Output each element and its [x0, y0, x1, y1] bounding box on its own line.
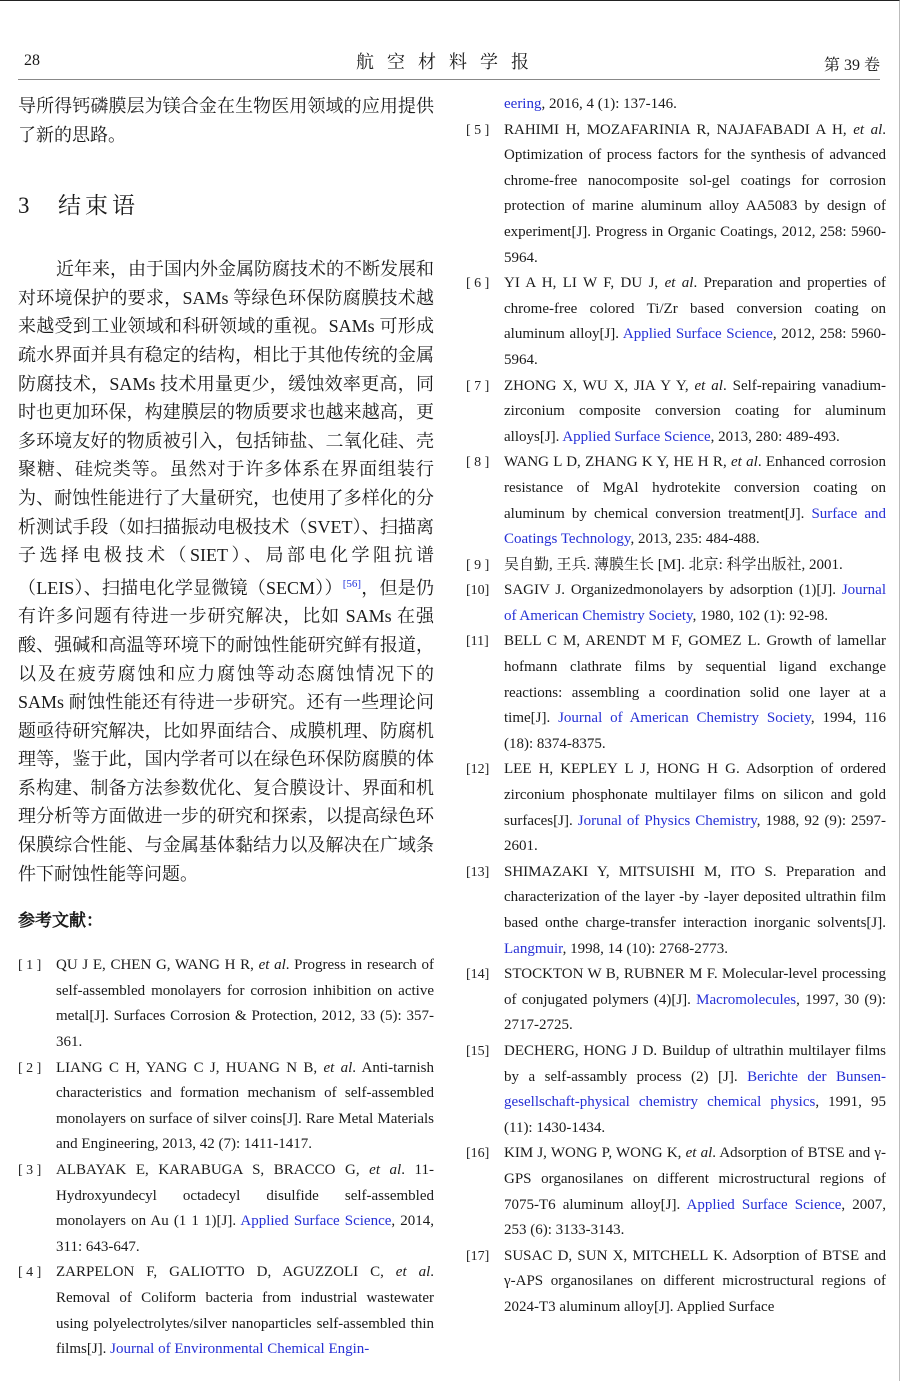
reference-text: [504, 757, 886, 859]
et-al: et al: [395, 1264, 431, 1281]
reference-details: , 1994, 116 (18): 8374-8375.: [504, 710, 886, 752]
reference-authors: ZARPELON F, GALIOTTO D, AGUZZOLI C,: [56, 1264, 396, 1281]
journal-link[interactable]: Surface and Coatings Technology: [504, 505, 886, 548]
reference-authors: YI A H, LI W F, DU J,: [504, 275, 665, 292]
reference-authors: LIANG C H, YANG C J, HUANG N B,: [56, 1059, 324, 1076]
section-number: 3: [18, 193, 30, 219]
reference-authors: BELL C M, ARENDT M F, GOMEZ L. Growth of lamellar hofmann clathrate films by sequential ligand exchange reactions: assembling a coordination solid one layer at a time[J].: [504, 633, 886, 727]
reference-4-continuation: eering, 2016, 4 (1): 137-146.: [504, 96, 677, 112]
et-al: et al: [853, 121, 883, 138]
reference-text: [56, 1260, 434, 1362]
reference-details: , 2014, 311: 643-647.: [56, 1213, 434, 1255]
reference-title: . Optimization of process factors for the synthesis of advanced chrome-free nanocomposite sol-gel coatings for corrosion protection of marine aluminum alloy AA5083 by design of experiment[J]. Progress in Organic Coatings, 2012, 258: 5960-5964.: [504, 121, 886, 266]
reference-text: [56, 1158, 434, 1260]
reference-item: [466, 1039, 886, 1141]
reference-title: . Enhanced corrosion resistance of MgAl hydrotekite conversion coating on aluminum by chemical conversion treatment[J].: [504, 454, 886, 522]
reference-title: . 11-Hydroxyundecyl octadecyl disulfide self-assembled monolayers on Au (1 1 1)[J].: [56, 1162, 434, 1230]
reference-item: [18, 1158, 434, 1260]
et-al: et al: [258, 957, 286, 974]
reference-authors: ZHONG X, WU X, JIA Y Y,: [504, 377, 695, 394]
reference-details: , 2007, 253 (6): 3133-3143.: [504, 1196, 887, 1239]
reference-number: [14]: [466, 967, 490, 983]
page-number: 28: [24, 52, 40, 69]
reference-number: [ 9 ]: [466, 557, 490, 573]
left-column: [18, 92, 434, 1363]
reference-authors: SHIMAZAKI Y, MITSUISHI M, ITO S. Preparation and characterization of the layer -by -layer deposited ultrathin film based onthe charge-transfer interaction inorganic solvents[J].: [504, 863, 886, 931]
section-heading: [18, 191, 434, 221]
journal-link[interactable]: Journal of American Chemistry Society: [504, 582, 886, 624]
reference-number: [16]: [466, 1146, 490, 1162]
reference-details: , 2013, 280: 489-493.: [710, 428, 840, 445]
reference-item: [18, 1260, 434, 1362]
reference-authors: SAGIV J. Organizedmonolayers by adsorption (1)[J].: [504, 582, 842, 599]
reference-item: [466, 629, 886, 757]
reference-authors: ALBAYAK E, KARABUGA S, BRACCO G,: [56, 1162, 370, 1178]
intro-paragraph: 导所得钙磷膜层为镁合金在生物医用领域的应用提供了新的思路。: [18, 96, 434, 145]
reference-number: [17]: [466, 1248, 490, 1264]
reference-number: [11]: [466, 634, 489, 650]
journal-link[interactable]: eering: [504, 96, 542, 112]
journal-link[interactable]: Applied Surface Science: [240, 1213, 392, 1230]
reference-title: . Anti-tarnish characteristics and formation mechanism of self-assembled monolayers on surface of silver coins[J]. Rare Metal Materials and Engineering, 2013, 42 (7): 1411-1417.: [56, 1059, 434, 1153]
reference-number: [ 2 ]: [18, 1060, 42, 1076]
reference-authors: 吴自勤, 王兵. 薄膜生长 [M]. 北京: 科学出版社, 2001.: [504, 556, 843, 573]
reference-authors: QU J E, CHEN G, WANG H R,: [56, 957, 259, 974]
reference-number: [ 8 ]: [466, 455, 490, 471]
reference-text: [504, 962, 886, 1039]
reference-item: [18, 1056, 434, 1158]
reference-title: . Adsorption of BTSE and γ-GPS organosilanes on different microstructural regions of 7075-T6 aluminum alloy[J].: [504, 1145, 886, 1213]
reference-item: [466, 271, 886, 373]
reference-number: [ 4 ]: [18, 1265, 42, 1281]
journal-title: 航空材料学报: [356, 52, 542, 72]
conclusion-text-part2: ，但是仍有许多问题有待进一步研究解决，比如 SAMs 在强酸、强碱和高温等环境下的耐蚀性能研究鲜有报道，以及在疲劳腐蚀和应力腐蚀等动态腐蚀情况下的 SAMs 耐蚀性能还有待进一步研究。还有一些理论问题亟待研究解决，比如界面结合、成膜机理、防腐机理等，鉴于此，国内学者可以在绿色环保防腐膜的体系构建、制备方法参数优化、复合膜设计、界面和机理分析等方面做进一步的研究和探索，以提高绿色环保膜综合性能、与金属基体黏结力以及解决在广域条件下耐蚀性能等问题。: [18, 577, 435, 884]
reference-authors: RAHIMI H, MOZAFARINIA R, NAJAFABADI A H,: [504, 121, 854, 138]
reference-text: [56, 1056, 434, 1158]
et-al: et al: [685, 1145, 713, 1162]
et-al: et al: [369, 1162, 402, 1178]
reference-details: , 1997, 30 (9): 2717-2725.: [504, 991, 886, 1034]
reference-number: [ 7 ]: [466, 378, 490, 394]
reference-text: [56, 953, 434, 1055]
reference-item: [466, 757, 886, 859]
reference-number: [ 5 ]: [466, 122, 490, 138]
journal-link[interactable]: Jorunal of Physics Chemistry: [577, 812, 757, 829]
et-al: et al: [323, 1059, 353, 1076]
et-al: et al: [664, 275, 694, 292]
reference-item: [466, 1141, 886, 1243]
reference-details: , 2013, 235: 484-488.: [630, 531, 760, 548]
reference-number: [13]: [466, 864, 490, 880]
reference-number: [ 1 ]: [18, 958, 42, 974]
journal-link[interactable]: Applied Surface Science: [562, 428, 711, 445]
reference-text: [504, 374, 886, 451]
reference-title: . Progress in research of self-assembled monolayers for corrosion inhibition on active metal[J]. Surfaces Corrosion & Protection, 2012, 33 (5): 357-361.: [56, 957, 434, 1051]
reference-authors: KIM J, WONG P, WONG K,: [504, 1145, 686, 1162]
reference-item: [466, 860, 886, 962]
reference-text: [504, 118, 886, 272]
reference-details: , 2012, 258: 5960-5964.: [504, 326, 886, 368]
reference-title: . Removal of Coliform bacteria from industrial wastewater using polyelectrolytes/silver nanoparticles self-assembled thin films[J].: [56, 1264, 434, 1358]
reference-text: [504, 1141, 886, 1243]
reference-item: [466, 578, 886, 629]
journal-link[interactable]: Journal of American Chemistry Society: [558, 710, 811, 727]
reference-item: [466, 450, 886, 552]
reference-title: . Self-repairing vanadium-zirconium composite conversion coating for aluminum alloys[J].: [504, 377, 886, 445]
conclusion-text-part1: 近年来，由于国内外金属防腐技术的不断发展和对环境保护的要求，SAMs 等绿色环保防腐膜技术越来越受到工业领域和科研领域的重视。SAMs 可形成疏水界面并具有稳定的结构，相比于其他传统的金属防腐技术，SAMs 技术用量更少，缓蚀效率更高，同时也更加环保，构建膜层的物质要求也越来越高，更多环境友好的物质被引入，包括铈盐、二氧化硅、壳聚糖、硅烷类等。虽然对于许多体系在界面组装行为、耐蚀性能进行了大量研究，也使用了多样化的分析测试手段（如扫描振动电极技术（SVET）、扫描离子选择电极技术（SIET）、局部电化学阻抗谱（LEIS）、扫描电化学显微镜（SECM））: [18, 259, 434, 598]
reference-text: [504, 553, 886, 579]
reference-title: . Preparation and properties of chrome-free colored Ti/Zr based conversion coating on aluminum alloy[J].: [504, 275, 886, 343]
reference-text: [504, 1244, 886, 1321]
reference-authors: WANG L D, ZHANG K Y, HE H R,: [504, 454, 732, 471]
reference-item: [18, 953, 434, 1055]
reference-number: [12]: [466, 762, 490, 778]
reference-item: [466, 374, 886, 451]
reference-number: [ 3 ]: [18, 1163, 42, 1178]
header-rule: [18, 79, 880, 80]
running-header: [18, 48, 880, 74]
reference-item: [466, 962, 886, 1039]
reference-text: [504, 450, 886, 552]
reference-details: , 1988, 92 (9): 2597-2601.: [504, 812, 886, 855]
reference-details: , 1980, 102 (1): 92-98.: [692, 607, 828, 624]
volume-label: 第 39 卷: [823, 57, 880, 74]
journal-link[interactable]: Berichte der Bunsen-gesellschaft-physical chemistry chemical physics: [504, 1068, 886, 1111]
journal-link[interactable]: Journal of Environmental Chemical Engin-: [110, 1341, 370, 1358]
reference-details: , 1991, 95 (11): 1430-1434.: [504, 1094, 886, 1136]
journal-link[interactable]: Applied Surface Science: [686, 1196, 842, 1213]
reference-authors: SUSAC D, SUN X, MITCHELL K. Adsorption of BTSE and γ-APS organosilanes on different microstructural regions of 2024-T3 aluminum alloy[J]. Applied Surface: [504, 1247, 886, 1315]
reference-authors: LEE H, KEPLEY L J, HONG H G. Adsorption of ordered zirconium phosphonate multilayer films on silicon and gold surfaces[J].: [504, 761, 886, 829]
reference-list-left: [18, 953, 434, 1363]
et-al: et al: [694, 377, 723, 394]
reference-item: [466, 1244, 886, 1321]
reference-number: [10]: [466, 583, 490, 599]
right-column: [466, 92, 886, 1321]
reference-list-right: [466, 118, 886, 1321]
reference-authors: STOCKTON W B, RUBNER M F. Molecular-level processing of conjugated polymers (4)[J].: [504, 966, 886, 1008]
citation-link[interactable]: [56]: [342, 577, 362, 590]
reference-text: [504, 860, 886, 962]
reference-item: [466, 118, 886, 272]
reference-number: [15]: [466, 1043, 490, 1059]
reference-details: , 1998, 14 (10): 2768-2773.: [562, 940, 728, 957]
reference-text: [504, 629, 886, 757]
journal-link[interactable]: Applied Surface Science: [622, 326, 773, 343]
journal-link[interactable]: Langmuir: [504, 940, 563, 957]
et-al: et al: [731, 454, 758, 471]
reference-text: [504, 1039, 886, 1141]
references-heading: 参考文献：: [18, 911, 103, 932]
reference-item: [466, 553, 886, 579]
reference-number: [ 6 ]: [466, 276, 490, 292]
reference-text: [504, 578, 886, 629]
section-title: 结束语: [58, 193, 139, 219]
reference-text: [504, 271, 886, 373]
reference-authors: DECHERG, HONG J D. Buildup of ultrathin multilayer films by a self-assambly process (2) [J].: [504, 1042, 886, 1085]
journal-link[interactable]: Macromolecules: [696, 991, 797, 1008]
conclusion-paragraph: [18, 255, 434, 888]
